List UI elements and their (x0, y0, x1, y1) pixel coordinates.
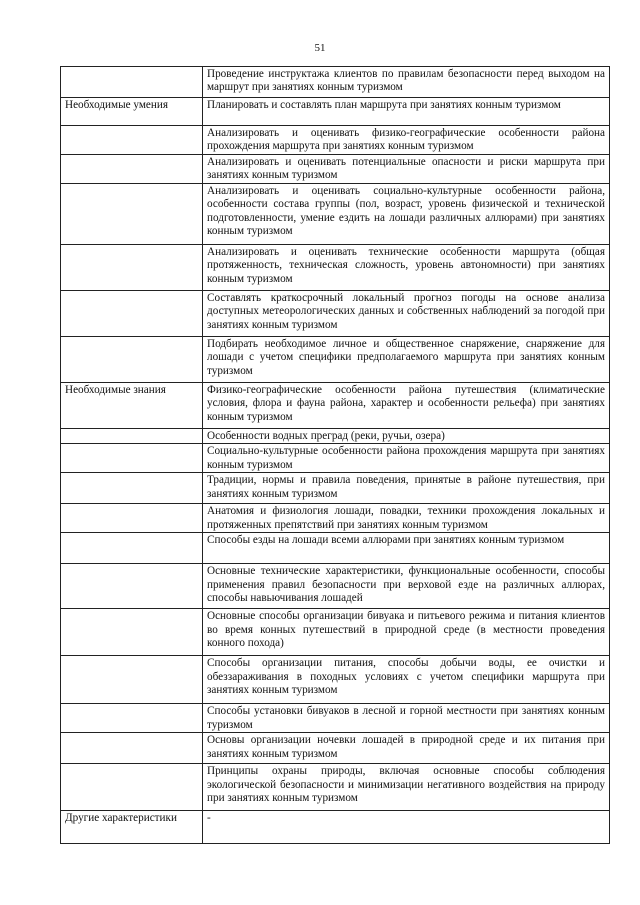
row-content: Планировать и составлять план маршрута при занятиях конным туризмом (203, 98, 610, 126)
row-label (61, 429, 203, 444)
table-row (61, 504, 610, 533)
row-label: Необходимые умения (61, 98, 203, 126)
row-content: Способы езды на лошади всеми аллюрами при занятиях конным туризмом (203, 533, 610, 564)
table-row (61, 126, 610, 155)
row-content: Проведение инструктажа клиентов по правилам безопасности перед выходом на маршрут при занятиях конным туризмом (203, 67, 610, 98)
row-label (61, 444, 203, 473)
table-row (61, 155, 610, 184)
table-row (61, 291, 610, 337)
row-content: Анатомия и физиология лошади, повадки, техники прохождения локальных и протяженных препятствий при занятиях конным туризмом (203, 504, 610, 533)
table-row (61, 337, 610, 383)
row-content: Основные способы организации бивуака и питьевого режима и питания клиентов во время конных путешествий в природной среде (в местности проведения конного похода) (203, 609, 610, 656)
row-content: Принципы охраны природы, включая основные способы соблюдения экологической безопасности и минимизации негативного воздействия на природу при занятиях конным туризмом (203, 764, 610, 811)
row-label: Другие характеристики (61, 811, 203, 844)
row-content: Анализировать и оценивать социально-культурные особенности района, особенности состава группы (пол, возраст, уровень физической и технической подготовленности, умение ездить на лошади различных аллюрами) при занятиях конным туризмом (203, 184, 610, 245)
table-row (61, 764, 610, 811)
row-label (61, 245, 203, 291)
row-label (61, 504, 203, 533)
row-label (61, 704, 203, 733)
row-label (61, 126, 203, 155)
row-label (61, 656, 203, 704)
table-row (61, 184, 610, 245)
row-content: Составлять краткосрочный локальный прогноз погоды на основе анализа доступных метеорологических данных и собственных наблюдений за погодой при занятиях конным туризмом (203, 291, 610, 337)
table-row (61, 704, 610, 733)
row-content: Способы установки бивуаков в лесной и горной местности при занятиях конным туризмом (203, 704, 610, 733)
row-label (61, 184, 203, 245)
competency-table (60, 66, 610, 844)
row-label (61, 564, 203, 609)
row-label: Необходимые знания (61, 383, 203, 429)
row-content: Основы организации ночевки лошадей в природной среде и их питания при занятиях конным туризмом (203, 733, 610, 764)
row-content: Социально-культурные особенности района прохождения маршрута при занятиях конным туризмом (203, 444, 610, 473)
table-row (61, 811, 610, 844)
row-label (61, 764, 203, 811)
table-row (61, 245, 610, 291)
table-row (61, 98, 610, 126)
table-row (61, 429, 610, 444)
row-content: Анализировать и оценивать технические особенности маршрута (общая протяженность, техническая сложность, уровень автономности) при занятиях конным туризмом (203, 245, 610, 291)
page-number: 51 (314, 42, 326, 54)
table-row (61, 533, 610, 564)
row-label (61, 733, 203, 764)
row-content: Анализировать и оценивать потенциальные опасности и риски маршрута при занятиях конным туризмом (203, 155, 610, 184)
row-content: Основные технические характеристики, функциональные особенности, способы применения правил безопасности при верховой езде на различных аллюрах, способы навьючивания лошадей (203, 564, 610, 609)
table-row (61, 383, 610, 429)
table-row (61, 609, 610, 656)
row-content: Особенности водных преград (реки, ручьи, озера) (203, 429, 610, 444)
row-label (61, 67, 203, 98)
table-row (61, 67, 610, 98)
table-row (61, 733, 610, 764)
row-label (61, 291, 203, 337)
row-label (61, 533, 203, 564)
table-row (61, 564, 610, 609)
row-content: Подбирать необходимое личное и общественное снаряжение, снаряжение для лошади с учетом специфики предполагаемого маршрута при занятиях конным туризмом (203, 337, 610, 383)
row-content: Традиции, нормы и правила поведения, принятые в районе путешествия, при занятиях конным туризмом (203, 473, 610, 504)
row-label (61, 609, 203, 656)
table-row (61, 656, 610, 704)
table-row (61, 444, 610, 473)
row-label (61, 337, 203, 383)
row-label (61, 473, 203, 504)
table-row (61, 473, 610, 504)
row-content: - (203, 811, 610, 844)
row-content: Анализировать и оценивать физико-географические особенности района прохождения маршрута при занятиях конным туризмом (203, 126, 610, 155)
row-label (61, 155, 203, 184)
row-content: Физико-географические особенности района путешествия (климатические условия, флора и фауна района, характер и особенности рельефа) при занятиях конным туризмом (203, 383, 610, 429)
row-content: Способы организации питания, способы добычи воды, ее очистки и обеззараживания в походных условиях с учетом специфики маршрута при занятиях конным туризмом (203, 656, 610, 704)
